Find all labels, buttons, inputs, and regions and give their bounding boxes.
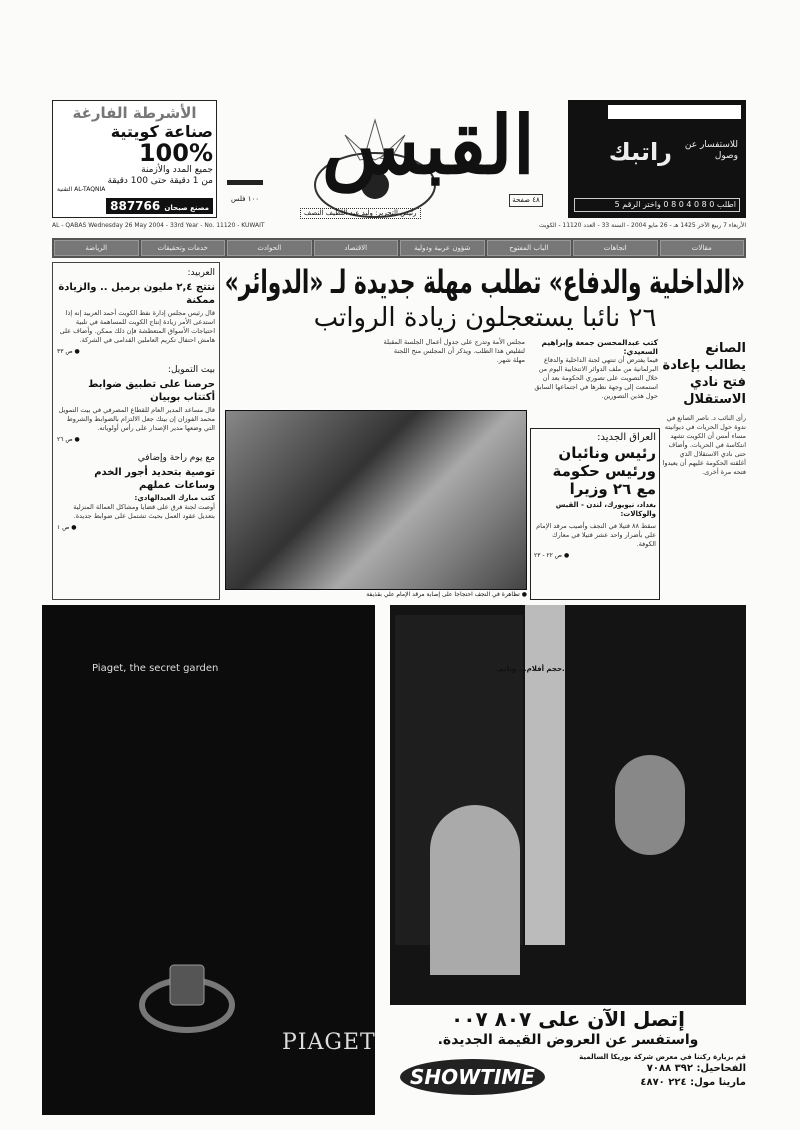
branch-label: مارينا مول: xyxy=(690,1077,746,1088)
phone-label: مصنع صبحان xyxy=(164,204,209,212)
kicker: مع يوم راحة وإضافي xyxy=(137,453,215,463)
story-title[interactable]: رئيس ونائبان ورئيس حكومة مع ٢٦ وزيرا xyxy=(552,444,656,498)
ad-title: راتبك xyxy=(608,138,672,166)
ad-phone xyxy=(106,198,213,214)
ad-line: قم بزيارة ركننا في معرض شركة بوريكا السالمية xyxy=(579,1053,746,1061)
ad-text: ...حجم أفلام... وتايم. xyxy=(495,665,570,673)
section-nav xyxy=(52,238,746,258)
dateline-arabic: الأربعاء 7 ربيع الآخر 1425 هـ - 26 مايو 2004 - السنة 33 - العدد 11120 - الكويت xyxy=(538,222,746,229)
page-ref: ● ص ٣٣ xyxy=(57,348,80,355)
logo-stroke xyxy=(227,180,263,185)
ad-piaget xyxy=(42,605,375,1115)
story-body-continued: مجلس الأمة وتدرج على جدول أعمال الجلسة المقبلة لتقليص هذا الطلب. ويذكر أن المجلس منح اللجنة مهلة شهر. xyxy=(383,338,525,364)
byline: كتب عبدالمحسن جمعة وإبراهيم السعيدي: xyxy=(541,338,658,356)
ad-blank-tapes xyxy=(52,100,217,218)
ad-line: واستفسر عن العروض القيمة الجديدة. xyxy=(437,1032,699,1048)
photo-caption: ● تظاهرة في النجف احتجاجا على إصابة مرقد الإمام علي بقذيفة xyxy=(366,591,527,598)
brief-story xyxy=(57,452,215,532)
news-photo-najaf xyxy=(225,410,527,590)
masthead-logo xyxy=(225,100,545,222)
ad-title: الأشرطة الفارغة xyxy=(72,104,197,122)
piaget-logo: PIAGET xyxy=(282,1030,376,1055)
ad-line: من 1 دقيقة حتى 100 دقيقة xyxy=(107,176,213,186)
ad-showtime-movies xyxy=(390,605,746,1005)
headline-main[interactable]: «الداخلية والدفاع» تطلب مهلة جديدة لـ «الدوائر» xyxy=(224,263,745,301)
newspaper-name: القبس xyxy=(321,98,535,192)
story-body: سقط ٨٨ قتيلا في النجف وأصيب مرقد الإمام علي بأضرار واحد عشر قتيلا في معارك الكوفة. xyxy=(536,522,656,548)
nav-item[interactable]: الرياضة xyxy=(54,240,139,256)
left-briefs-column xyxy=(52,262,220,600)
brief-story xyxy=(57,364,215,444)
showtime-logo: SHOWTIME xyxy=(400,1059,545,1095)
ad-line: للاستفسار عن وصول xyxy=(684,140,738,161)
story-title[interactable]: الصانع يطالب بإعادة فتح نادي الاستقلال xyxy=(662,341,746,407)
kicker: بيت التمويل: xyxy=(167,365,215,375)
nav-item[interactable]: مقالات xyxy=(660,240,745,256)
ad-line: جميع المدد والأزمنة xyxy=(141,165,213,175)
nav-item[interactable]: اتجاهات xyxy=(573,240,658,256)
nav-item[interactable]: الحوادث xyxy=(227,240,312,256)
main-headline xyxy=(225,262,745,334)
watch-icon xyxy=(132,935,242,1055)
story-body: قال رئيس مجلس إدارة نفط الكويت أحمد العربيد إنه إذا استدعى الأمر زيادة إنتاج الكويت للمساهمة في تلبية احتياجات الأسواق المتعطشة فإن ذلك ممكن. وأضاف على هامش احتفال تكريم العاملين القدامى في الشركة. xyxy=(59,309,215,344)
nav-item[interactable]: الباب المفتوح xyxy=(487,240,572,256)
sane-story xyxy=(662,340,746,477)
dateline: بغداد، نيويورك، لندن - القبس والوكالات: xyxy=(555,501,656,518)
kicker: العراق الجديد: xyxy=(597,432,656,443)
story-title[interactable]: نتتج ٢,٤ مليون برميل .. والزيادة ممكنة xyxy=(58,282,215,306)
page-ref: ● ص ٢٢ - ٢٣ xyxy=(534,552,570,559)
branch-phone[interactable]: ٢٢٤ ٤٨٧٠ xyxy=(640,1077,687,1088)
price: ١٠٠ فلس xyxy=(230,195,260,203)
iraq-story xyxy=(530,428,660,600)
contact-lines xyxy=(555,1052,746,1090)
story-body: رأى النائب د. ناصر الصانع في ندوة حول الحريات في ديوانيته مساء أمس أن الكويت تشهد انتكاسة في الحريات. وأضاف حتى نادي الاستقلال الذي أغلقته الحكومة عليهم أن يعيدوا فتحه مرة أخرى. xyxy=(662,414,746,476)
kicker: العربيد: xyxy=(187,268,215,278)
story-body: قال مساعد المدير العام للقطاع المصرفي في بيت التمويل محمد الفوزان إن بيتك جعل الالتزام بالضوابط والشروط التي وضعها مدير الإصدار على رأس أولوياته. xyxy=(58,406,215,432)
byline: كتب مبارك العبدالهادي: xyxy=(134,494,215,502)
ad-salary xyxy=(568,100,746,218)
story-title[interactable]: توصية بتحديد أجور الخدم وساعات عملهم xyxy=(94,467,215,491)
branch-phone[interactable]: ٣٩٢ ٧٠٨٨ xyxy=(646,1063,693,1074)
story-body: أوصت لجنة فرق على قضايا ومشاكل العمالة المنزلية بتعديل عقود العمل بحيث تشتمل على ضوابط جديدة. xyxy=(73,503,215,520)
nav-item[interactable]: الاقتصاد xyxy=(314,240,399,256)
editor-in-chief: رئيس التحرير: وليد عبد اللطيف النصف xyxy=(300,208,421,219)
brief-story xyxy=(57,267,215,356)
nav-item[interactable]: شؤون عربية ودولية xyxy=(400,240,485,256)
headline-sub: ٢٦ نائبا يستعجلون زيادة الرواتب xyxy=(313,303,657,333)
page-count: ٤٨ صفحة xyxy=(509,194,543,207)
dateline-english: AL - QABAS Wednesday 26 May 2004 - 33rd Year - No. 11120 - KUWAIT xyxy=(52,222,265,229)
ad-showtime-info xyxy=(390,1007,746,1122)
phone-number: 887766 xyxy=(110,199,161,213)
call-number[interactable]: إتصل الآن على ٨٠٧ ٠٠٧ xyxy=(451,1007,685,1031)
page-ref: ● ص ١ xyxy=(57,524,77,531)
story-body: فيما يفترض أن تنتهي لجنة الداخلية والدفاع البرلمانية من ملف الدوائر الانتخابية اليوم من خلال التصويت على تصوري الحكومة بعد أن استمعت إلى وجهة نظرها في اجتماعها السابق حول هذين التصورين. xyxy=(534,356,658,400)
ad-tagline: Piaget, the secret garden xyxy=(92,663,219,674)
branch-label: الفحاحيل: xyxy=(696,1063,746,1074)
ad-phone: اطلب 0 8 0 4 0 8 0 واختر الرقم 5 xyxy=(574,198,740,212)
ad-brand: التقنية AL-TAQNIA xyxy=(57,186,106,193)
ad-line: صناعة كويتية xyxy=(110,122,213,141)
nav-item[interactable]: خدمات وتحقيقات xyxy=(141,240,226,256)
ad-percent: 100% xyxy=(138,139,213,167)
page-ref: ● ص ٢٦ xyxy=(57,436,80,443)
story-title[interactable]: حرصنا على تطبيق ضوابط أكتتاب بوبيان xyxy=(88,379,215,403)
lead-story xyxy=(530,338,658,401)
